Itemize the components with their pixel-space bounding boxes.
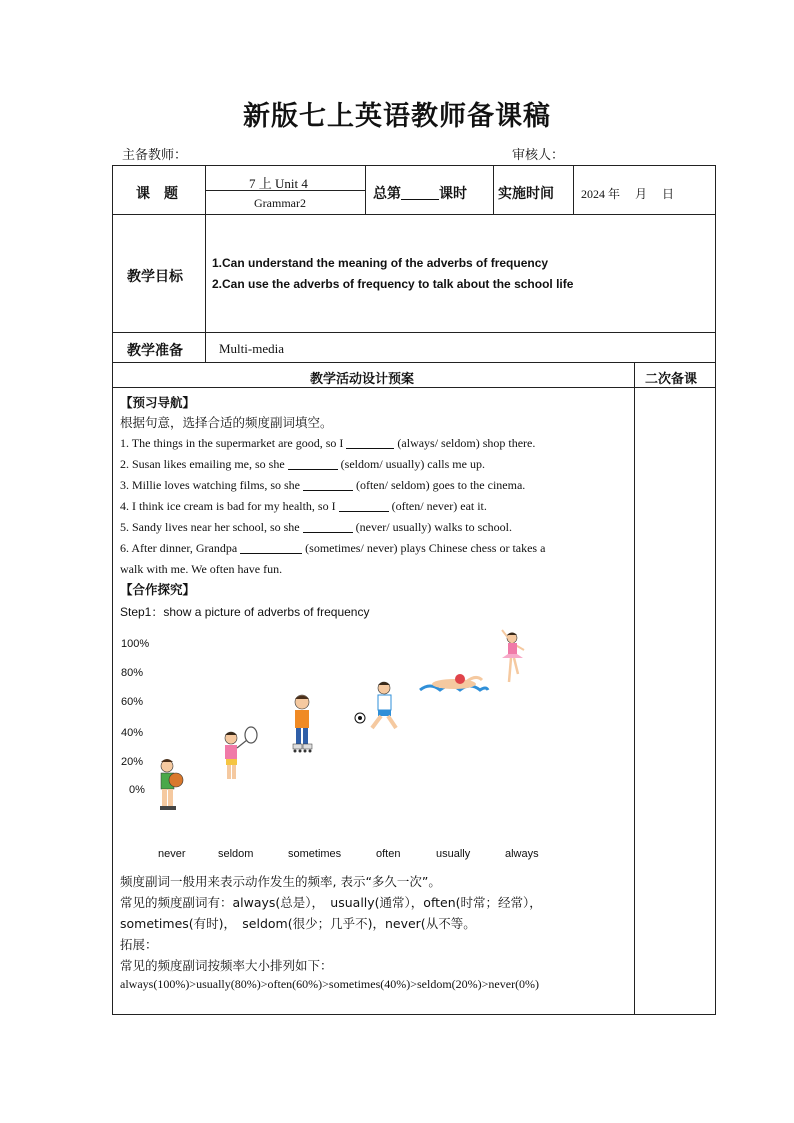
figure-never xyxy=(160,759,183,810)
note-line-2: 常见的频度副词有：always(总是）， usually(通常），often(时常；经常）， xyxy=(120,895,542,910)
lesson-value: Grammar2 xyxy=(254,196,306,210)
goal-2: 2.Can use the adverbs of frequency to talk about the school life xyxy=(212,277,574,291)
page-title: 新版七上英语教师备课稿 xyxy=(243,101,551,132)
figure-usually xyxy=(420,674,488,690)
exercise-item-5: 5. Sandy lives near her school, so she (never/ usually) walks to school. xyxy=(120,520,512,534)
total-blank xyxy=(401,187,439,200)
exercise-item-1: 1. The things in the supermarket are good, so I (always/ seldom) shop there. xyxy=(120,436,536,450)
exercise-item-2: 2. Susan likes emailing me, so she (seldom/ usually) calls me up. xyxy=(120,457,485,471)
reviewer-label: 审核人： xyxy=(512,148,565,163)
teacher-label: 主备教师： xyxy=(122,148,188,163)
frequency-figures xyxy=(140,620,540,840)
topic-label: 课 题 xyxy=(136,186,178,202)
second-prep-header: 二次备课 xyxy=(645,372,698,387)
preview-heading: 【预习导航】 xyxy=(120,395,196,410)
y-tick-0: 0% xyxy=(129,784,145,796)
figure-sometimes xyxy=(293,695,312,753)
figure-always xyxy=(502,630,524,682)
note-line-1: 频度副词一般用来表示动作发生的频率, 表示“多久一次”。 xyxy=(120,874,441,889)
cat-usually: usually xyxy=(436,848,471,860)
y-tick-100: 100% xyxy=(121,638,150,650)
note-line-4: 拓展： xyxy=(120,937,158,952)
goal-1: 1.Can understand the meaning of the adverbs of frequency xyxy=(212,256,549,270)
cat-often: often xyxy=(376,848,401,860)
exercise-item-3: 3. Millie loves watching films, so she (often/ seldom) goes to the cinema. xyxy=(120,478,526,492)
unit-value: 7 上 Unit 4 xyxy=(249,176,308,191)
figure-seldom xyxy=(225,727,257,779)
y-tick-80: 80% xyxy=(121,667,144,679)
exercise-item-6: 6. After dinner, Grandpa (sometimes/ never) plays Chinese chess or takes a xyxy=(120,541,546,555)
activity-header: 教学活动设计预案 xyxy=(310,372,415,387)
total-lesson-label xyxy=(373,183,467,203)
date-label: 实施时间 xyxy=(498,186,554,202)
explore-heading: 【合作探究】 xyxy=(120,582,196,597)
exercise-item-4: 4. I think ice cream is bad for my health, so I (often/ never) eat it. xyxy=(120,499,487,513)
preview-instruction: 根据句意，选择合适的频度副词填空。 xyxy=(120,415,333,430)
cat-never: never xyxy=(158,848,186,860)
prep-label: 教学准备 xyxy=(127,343,183,359)
y-tick-60: 60% xyxy=(121,696,144,708)
note-line-6: always(100%)>usually(80%)>often(60%)>sometimes(40%)>seldom(20%)>never(0%) xyxy=(120,977,540,991)
goals-label: 教学目标 xyxy=(127,269,183,285)
exercise-item-6-cont: walk with me. We often have fun. xyxy=(120,562,283,576)
cat-seldom: seldom xyxy=(218,848,254,860)
cat-sometimes: sometimes xyxy=(288,848,342,860)
y-tick-40: 40% xyxy=(121,727,144,739)
prep-value: Multi-media xyxy=(219,341,284,356)
cat-always: always xyxy=(505,848,539,860)
step1-text: Step1：show a picture of adverbs of frequency xyxy=(120,605,370,619)
y-tick-20: 20% xyxy=(121,756,144,768)
date-value: 2024 年 月 日 xyxy=(581,187,675,201)
figure-often xyxy=(355,682,396,728)
total-suffix: 课时 xyxy=(439,186,467,202)
note-line-3: sometimes(有时)， seldom(很少；几乎不)，never(从不等。 xyxy=(120,916,476,931)
note-line-5: 常见的频度副词按频率大小排列如下： xyxy=(120,958,333,973)
total-prefix: 总第 xyxy=(373,186,401,202)
